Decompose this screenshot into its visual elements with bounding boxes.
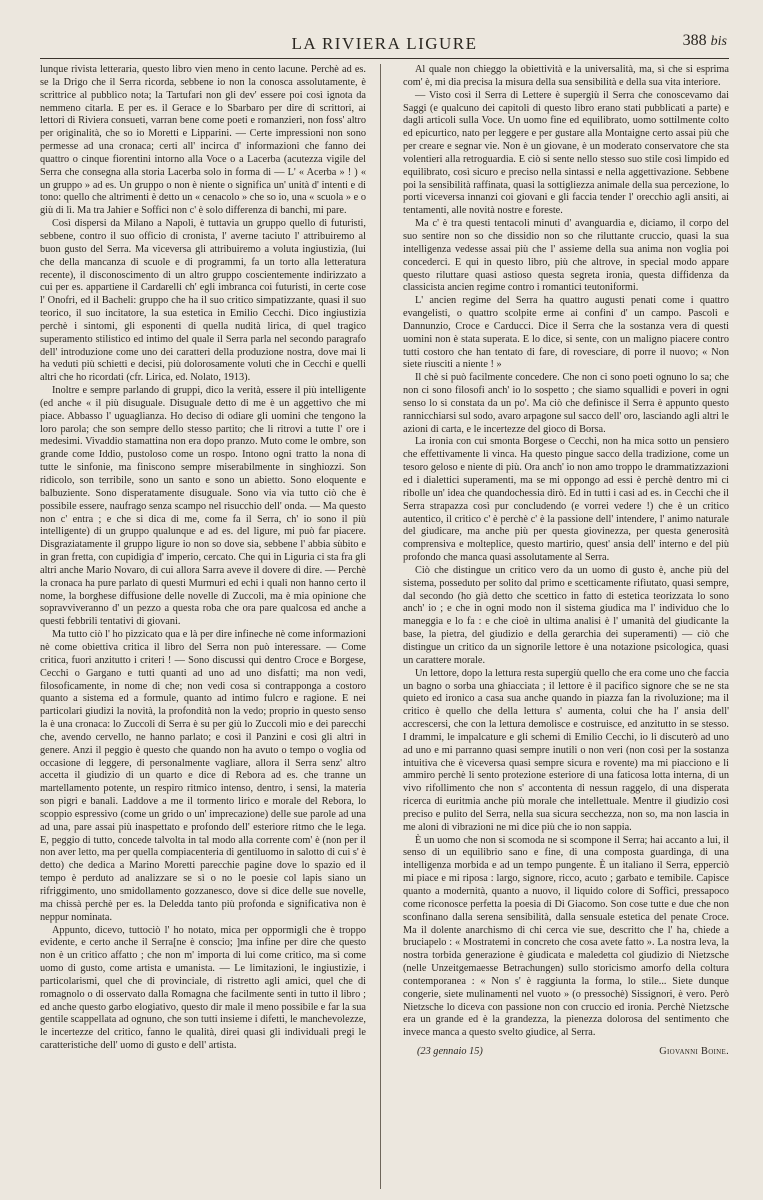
article-signoff [403, 1046, 729, 1059]
article-columns [40, 64, 729, 1194]
masthead-title: LA RIVIERA LIGURE [291, 34, 478, 53]
page-number [683, 32, 727, 50]
right-column [403, 64, 729, 1194]
paragraph: Così dispersi da Milano a Napoli, è tuttavia un gruppo quello di futuristi, sebbene, contro il suo officio di cronista, l' averne taciuto l' attribuiremo al buon gusto del Serra. Ma viceversa gli attribuiremo a voluta ingiustizia, (lui che della mancanza di scuole e di programmi, fa un torto alla letteratura recente), il disconoscimento di un altro gruppo coscientemente indirizzato a cui per es. appartiene il Cardarelli ch' egli imbranca coi futuristi, in certe cose l' Onofri, ed il Bacheli: gruppo che ha il suo critico simpatizzante, quasi il suo teorico, il suo incitatore, la sua estetica in Emilio Cecchi. Dico ingiustizia perchè i sintomi, gli esponenti di quella nudità lirica, di quel tragico superamento stilistico ed intimo del quale il Serra parla nel secondo paragrafo dell' introduzione come uno dei caratteri della produzione nostra, dove mai li ha veduti più schietti e decisi, più dolorosamente voluti che in Cecchi e quelli altri che ho ricordati (cfr. Lirica, ed. Nolato, 1913). [40, 218, 366, 384]
left-column [40, 64, 366, 1194]
paragraph: Inoltre e sempre parlando di gruppi, dico la verità, essere il più intelligente (ed anche « il più disuguale. Disuguale detto di me è un aggettivo che mi piace. Abbasso l' uguaglianza. Ho deciso di odiare gli uomini che tengono la loro parola; che son sempre dello stesso partito; che li ritrovi a tutte l' ore i medesimi. Vivaddio stamattina non era dopo pranzo. Muto come le ombre, son grande come Iddio, pustoloso come un rospo. Intono ogni tratto la nona di tutte le sinfonie, ma finiscono sempre miserabilmente in singhiozzi. Son ridicolo, son terribile, sono un santo e sono un abietto. Sono eloquente e balbuziente. Sono disperatamente disuguale. Sono via via tutto ciò che è possibile essere, naufrago senza scampo nel risucchio dell' onda. — Ma questo non c' entra ; e che si dica di me, come fa il Serra, ch' io sono il più intelligente) di un gruppo qualunque e ad es. del ligure, mi può far piacere. Disgraziatamente il gruppo ligure io non so dove sia, sebbene l' abbia sùbito e in gran fretta, con cupidigia d' imperio, cercato. Che qui in Liguria ci sta fra gli altri anche Mario Novaro, di cui allora Sarra aveve il dovere di dire. — Perchè la cronaca ha pure parlato di questi Murmuri ed echi i quali non hanno certo il nome, la borghese diffusione delle novelle di Zuccoli, ma è mia opinione che sopravviveranno d' un pezzo a questa roba che ora pare qualcosa ed anche a questi febbrili tentativi di giovani. [40, 385, 366, 628]
page-header [40, 28, 729, 59]
paragraph: Al quale non chieggo la obiettività e la universalità, ma, sì che si esprima com' è, mi dia precisa la misura della sua sensibilità e della sua vita interiore. [403, 64, 729, 88]
column-divider [380, 64, 381, 1189]
article-date: (23 gennaio 15) [417, 1046, 483, 1058]
article-author: Giovanni Boine. [659, 1046, 729, 1058]
paragraph: Ma c' è tra questi tentacoli minuti d' avanguardia e, diciamo, il corpo del suo sentire non so che dissidio non so che riluttante cruccio, quasi la sua intelligenza vedesse assai più che l' assieme della sua anima non voglia poi concederci. E qui in questo libro, più che altrove, in special modo appare questo riluttare quasi astioso questa segreta ironia, questa diffidenza da classicista ancien regime contro i romantici teutoniformi. [403, 218, 729, 294]
page-number-value: 388 [682, 32, 707, 49]
paragraph: Il chè si può facilmente concedere. Che non ci sono poeti ognuno lo sa; che non ci sono filosofi anch' io lo sospetto ; che siamo squallidi e poveri in ogni senso lo si constata da un po'. Ma ciò che definisce il Serra è appunto questo rannicchiarsi sul sodo, avaro arpagone sul sacco dell' oro, lasciando agli altri le azioni di carta, e le incertezze del gioco di Borsa. [403, 372, 729, 435]
paragraph: Appunto, dicevo, tuttociò l' ho notato, mica per oppormigli che è troppo evidente, e certo anche il Serra[ne è conscio; ]ma infine per dire che questo non è un critico affatto ; che non m' importa di lui come critico, ma sì come uomo di gusto, come artista e umanista. — Le limitazioni, le ingiustizie, i particolarismi, quel che di provinciale, di ristretto agli amici, quel che di romagnolo o di osservato dalla Romagna che facilmente senti in tutto il libro ; ed anche questo garbo elogiativo, questo dir male il meno possibile e far la sua gentile scappellata ad ognuno, che son tutti insieme i difetti, le manchevolezze, le incertezze del critico, fanno le qualità, direi quasi gli individuali pregi le caratteristiche dell' uomo di gusto e dell' artista. [40, 924, 366, 1052]
paragraph: L' ancien regime del Serra ha quattro augusti penati come i quattro evangelisti, o quattro scolpite erme ai confini d' un campo. Pascoli e Dannunzio, Croce e Carducci. Dice il Serra che la sostanza vera di questi uomini non è stata superata. E lo dice, si sente, con un maligno piacere contro tutti costoro che han tentato di fare, di rovesciare, di porre il nuovo; « Non siete riusciti a niente ! » [403, 295, 729, 371]
paragraph: Ma tutto ciò l' ho pizzicato qua e là per dire infineche nè come informazioni nè come obiettiva critica il libro del Serra non può interessare. — Come critica, fuori anzitutto i criteri ! — Sono discussi qui dentro Croce e Borgese, Cecchi o Gargano e tutti quanti ad uno ad uno disfatti; ma non vedi, filosoficamente, in nome di che; non vedi cosa si contrapponga a costoro quanto a sistema ed a formule, quanto ad intimo fulcro e ragione. E nei particolari giudizi la novità, la profondità non la vedo; proprio in questo senso la è una cronaca: lo Zuccoli di Serra è su per giù lo Zuccoli mio e dei parecchi che, avendo cervello, ne hanno parlato; e così il Panzini e così gli altri in genere. Anzi il peggio è questo che quando non ha avuto o tempo o voglia od occasione di leggere, di personalmente vagliare, allora il Serra senz' altro accetta il giudizio di un quarto e dice di Rebora ad es. che tranne un martellamento potente, un respiro ritmico intenso, dentro, i sensi, la materia son pigri e banali. Laddove a me il tormento lirico e morale del Rebora, lo scoppio espressivo (come un grido o un' imprecazione) delle sue parole ad una ad una, pare assai più inaspettato e profondo dell' esteriore ritmo che le lega. E, peggio di tutto, concede talvolta in tal modo alla corrente com' è (non per il non aver letto, ma per quella compiacenteria di gentiluomo in salotto di cui s' è detto) che dedica a Marino Moretti parecchie pagine dove lo spazio ed il tempo è perduto ad analizzare se sì o no le poesie col lapis siano un rifriggimento, uno smidollamento gozzanesco, dove si dice delle sue novelle, ma chissà perchè per es. la Deledda tanto più profonda e significativa non è neppur nominata. [40, 629, 366, 923]
paragraph: La ironia con cui smonta Borgese o Cecchi, non ha mica sotto un pensiero che effettivamente li vinca. Ha questo pingue sacco della tradizione, come un tesoro geloso e niente di più. Ora anch' io non amo troppo le drammatizzazioni ed i dialettici superamenti, ma se mi oppongo ad essi è perchè dentro mi ci ribolle un' idea che quandochessia dirò. Ed in tutti i casi ad es. in Cecchi che il Serra strapazza così pur concludendo (e vorrei vedere !) che è un critico autentico, il critico c' è perchè c' è la passione dell' intendere, l' animo naturale del giudicare, ma anche più per questa giovinezza, per questa generosità comprensiva e molteplice, questo martirio, quest' ansia dell' interno e del più profondo che manca quasi assolutamente al Serra. [403, 436, 729, 564]
paragraph: Ciò che distingue un critico vero da un uomo di gusto è, anche più del sistema, posseduto per solito dal primo e scetticamente rifiutato, quasi sempre, dal secondo (ho già detto che scettico in fatto di estetica teorizzata lo sono anch' io ; e che in ogni modo non il sistema giudica ma l' individuo che lo maneggia e lo fa : e che cioè in ultima analisi è l' umanità del giudicante la base, la pietra, del giudizio e della gerarchia dei superamenti) — ciò che distingue un critico da un signorile lettore è una notazione psicologica, quasi un carattere morale. [403, 564, 729, 666]
paragraph: lunque rivista letteraria, questo libro vien meno in cento lacune. Perchè ad es. se la Drigo che il Serra ricorda, sebbene io non la conosca assolutamente, è scrittrice al pubblico nota; la Tartufari non gli dev' essere poi così ignota da nemmeno citarla. E per es. il Gerace e lo Sbarbaro per dire di scrittori, ai lettori di Riviera consueti, varran bene come poeti e romanzieri, non foss' altro per originalità, che so io Moretti e Lipparini. — Certe impressioni non sono permesse ad una cronaca; certi all' incirca d' informazioni che fanno dei quattro o cinque fiorentini intorno alla Voce o a Lacerba (acutezza vigile del Serra che consegna alla storia Lacerba solo in forma di — L' « Acerba » ! ) « un gruppo » ad es. Un gruppo o non è niente o significa un' unità d' intenti e di tono: quello che altrimenti è detto un « cenacolo » che so io, una « scuola » e o giù di lì. Ma tra Jahier e Soffici non c' è solo differenza di banchi, mi pare. [40, 64, 366, 217]
paragraph: È un uomo che non si scomoda ne si scompone il Serra; hai accanto a lui, il senso di un equilibrio sano e fine, di una composta guardinga, di una intelligenza morbida e ad un tempo pungente. È un italiano il Serra, epperciò mi piace e mi riposa : largo, signore, ricco, acuto ; garbato e temibile. Capisce quanto a modernità, quanto a nuovo, il liquido colore di Soffici, pressapoco come riconosce perfetta la poesia di Di Giacomo. Son cose tutte e due che non sconfinano dalla serena sensibilità, dalla sensuale estetica del penate Croce. Ma il dolente anarchismo di chi cerca vie sue, descritto che l' ha, chiede a bruciapelo : « Mostratemi in concreto che cosa avete fatto ». La nostra leva, la nostra torbida generazione è giudicata e maledetta col giudizio di Nietzsche (nelle Unzeitgemaesse Betrachungen) sullo storicismo amorfo della coltura contemporanea : « Non s' è raggiunta la forma, lo stile... Siete dunque congerie, siete mulinamenti nel vuoto » (o pressochè) Sissignori, è vero. Però Nietzsche lo diceva con passione non con cruccio ed ironia. Perchè Nietzsche era un grande ed è la grandezza, la pienezza dolorosa del sentimento che invece manca a questo svelto giudice, al Serra. [403, 834, 729, 1039]
paragraph: — Visto così il Serra di Lettere è supergiù il Serra che conoscevamo dai Saggi (e qualcuno dei capitoli di questo libro erano stati pubblicati a parte) e dagli articoli sulla Voce. Un uomo fine ed equilibrato, uomo sottilmente colto ed epicurtico, nato per leggere e per gustare alla Montaigne certo assai più che per creare e segnar vie. Non è un giovane, è un moderato conservatore che sta volentieri alla retroguardia. E ciò si sente nello stesso suo stile così limpido ed equilibrato, così sicuro e preciso nella sintassi e nella aggettivazione. Sebbene poi la sensibilità raffinata, quasi la sottigliezza animale della sua percezione, lo porti viceversa innanzi coi giovani e gli faccia tender l' orecchio agli ansiti, ai tentamenti, alle novità nostre e foreste. [403, 89, 729, 217]
paragraph: Un lettore, dopo la lettura resta supergiù quello che era come uno che faccia un bagno o sorba una ghiacciata ; il lettore è il pacifico signore che se ne sta quieto ed ironico a casa sua anche quando in piazza fan la rivoluzione; ma il critico è quello che della lettura s' aumenta, colui che ha l' ansia dell' accrescersi, che con la lettura demolisce e costruisce, ed anzitutto in se stesso. I drammi, le impalcature e gli schemi di Emilio Cecchi, io li discuterò ad uno ad uno e mi parranno quasi sempre inutili o non veri (non così per la sostanza intuitiva che è viceversa quasi sempre sicura e rovente) ma mi piacciono e li ammiro perchè li sento protezione esteriore di una faticosa lotta interna, di un vivo rifollimento che non s' accontenta di nessun raggelo, di una disperata ricerca di euritmia anche più morale che intellettuale. Mentre il giudizio così preciso e pulito del Serra, nella sua sicura secchezza, non so, ma non lascia in me aloni di vibrazioni ne mi dice più che io non sappia. [403, 667, 729, 833]
page-number-suffix: bis [710, 34, 727, 49]
